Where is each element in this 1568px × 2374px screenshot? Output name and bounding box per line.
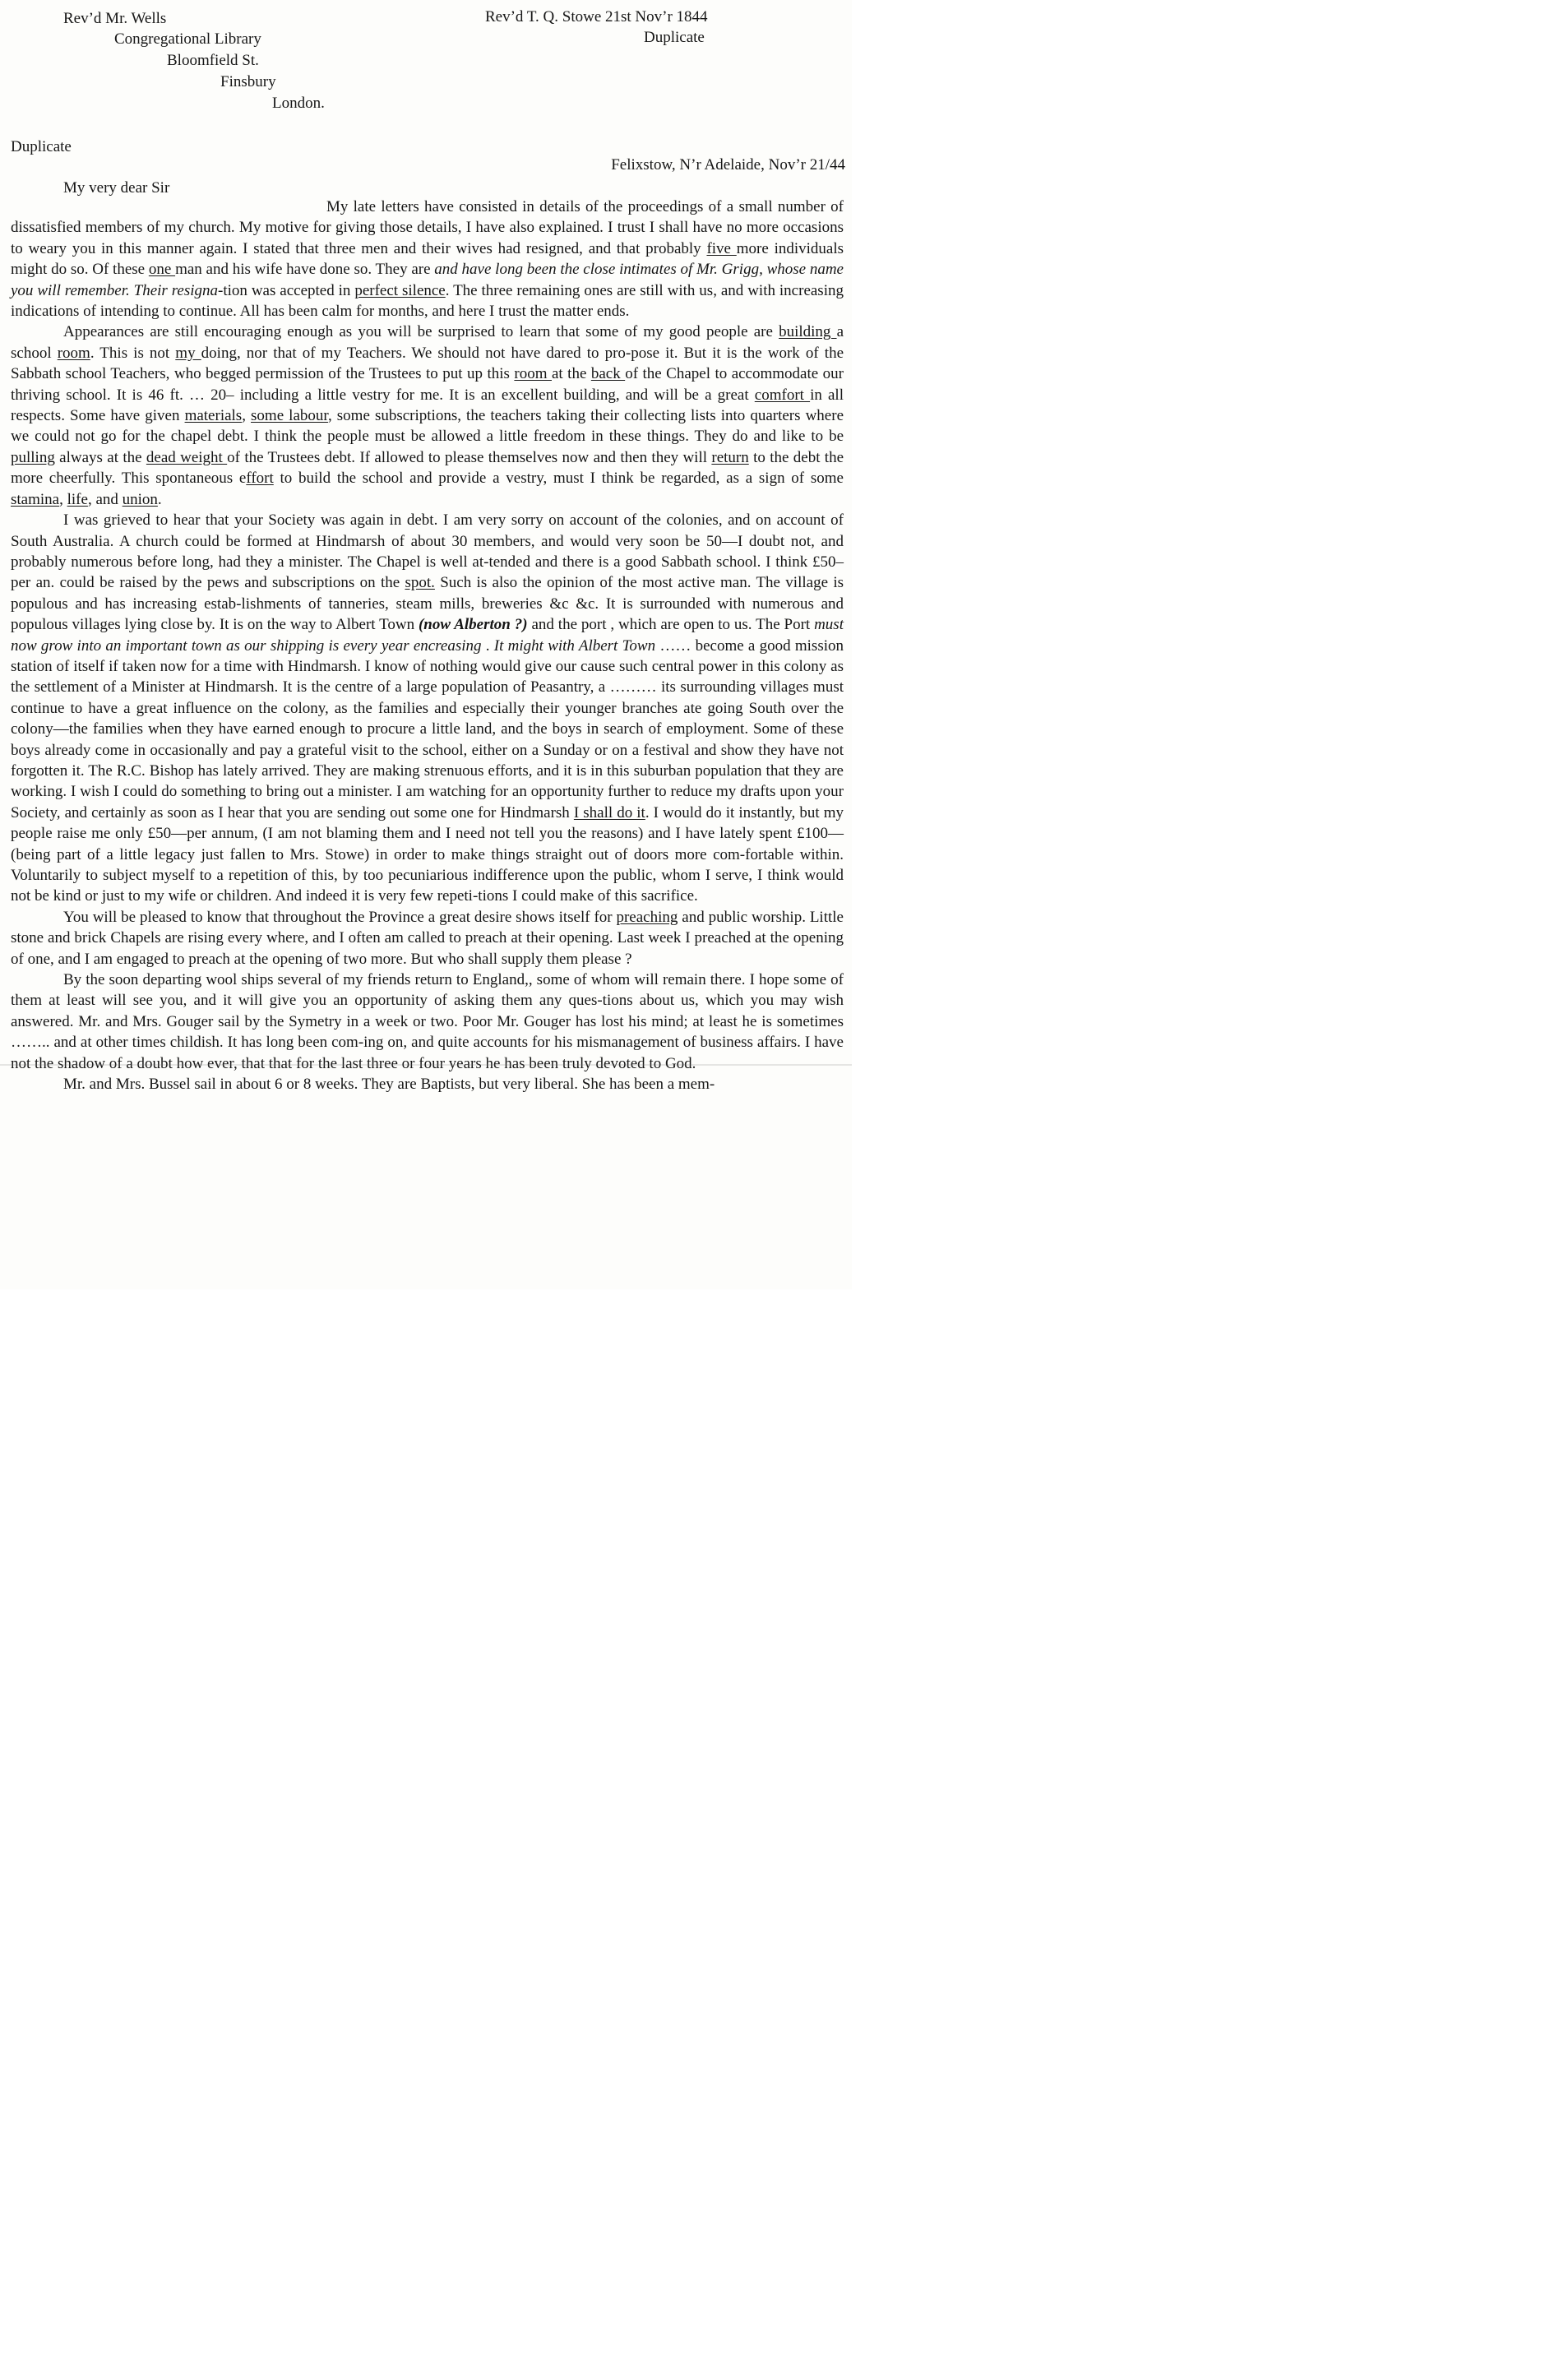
paragraph-text: a school — [11, 323, 844, 362]
paragraph-text: My late letters have consisted in details of the proceedings of a small number of dissatisfied members of my church. My motive for giving those details, I have also explained. I trust I shall have no more occasions to weary you in this manner again. I stated that three men and their wives had resigned, and that probably — [11, 198, 844, 257]
letter-paragraph — [11, 1074, 844, 1094]
paragraph-text: , — [59, 490, 67, 508]
underlined-text: preaching — [616, 908, 678, 926]
address-line-4: Finsbury — [220, 73, 276, 90]
underlined-text: back — [590, 365, 626, 383]
paragraph-text: in all respects. Some have given — [11, 386, 844, 425]
paragraph-text: to the debt the more cheerfully. This spontaneous e — [11, 448, 844, 488]
letter-paragraph — [11, 197, 844, 322]
paragraph-text: , and — [87, 490, 123, 508]
italic-text: must now grow into an important town as our shipping is every year encreasing — [11, 616, 844, 655]
paragraph-text: Such is also the opinion of the most active man. The village is populous and has increasing estab-lishments of tanneries, steam mills, breweries &c &c. It is surrounded with numerous and populous villages lying close by. It is on the way to Albert Town — [11, 574, 844, 634]
paragraph-text: You will be pleased to know that throughout the Province a great desire shows itself for — [63, 908, 617, 926]
paragraph-text: , some subscriptions, the teachers taking their collecting lists into quarters where we could not go for the chapel debt. I think the people must be allowed a little freedom in these things. They do and like to be — [11, 407, 844, 446]
paragraph-text: . I would do it instantly, but my people raise me only £50—per annum, (I am not blaming them and I need not tell you the reasons) and I have lately spent £100—(being part of a little legacy just fallen to Mrs. Stowe) in order to make things straight out of doors more com-fortable within. Voluntarily to subject myself to a repetition of this, by too pecuniarious indifference upon the public, whom I serve, I think would not be kind or just to my wife or children. And indeed it is very few repeti-tions I could make of this sacrifice. — [11, 803, 844, 905]
place-date: Felixstow, N’r Adelaide, Nov’r 21/44 — [611, 156, 845, 174]
underlined-text: spot. — [405, 574, 435, 592]
paper-crease — [0, 1064, 852, 1066]
underlined-text: materials — [184, 407, 243, 425]
paragraph-text: Appearances are still encouraging enough as you will be surprised to learn that some of my good people are — [63, 323, 779, 341]
underlined-text: stamina — [11, 490, 60, 508]
letter-paragraph — [11, 969, 844, 1074]
underlined-text: some labour — [251, 407, 328, 425]
underlined-text: union — [122, 490, 158, 508]
address-line-3: Bloomfield St. — [167, 52, 259, 69]
paragraph-text: tion was accepted in — [223, 281, 355, 299]
paragraph-text: of the Chapel to accommodate our thriving school. It is 46 ft. … 20– including a little vestry for me. It is an excellent building, and will be a great — [11, 365, 844, 404]
paragraph-text: and the port , which are open to us. The Port — [527, 616, 815, 634]
paragraph-text: . The three remaining ones are still with us, and with increasing indications of intending to continue. All has been calm for months, and here I trust the matter ends. — [11, 281, 844, 321]
underlined-text: one — [148, 261, 176, 279]
underlined-text: my — [175, 344, 201, 362]
underlined-text: room — [57, 344, 90, 362]
underlined-text: dead weight — [146, 448, 228, 466]
header-author-date: Rev’d T. Q. Stowe 21st Nov’r 1844 — [485, 8, 708, 25]
italic-text: It might with Albert Town — [493, 636, 656, 655]
paragraph-text: . This is not — [90, 344, 176, 362]
paragraph-text: to build the school and provide a vestry, must I think be regarded, as a sign of some — [273, 470, 844, 488]
underlined-text: five — [706, 239, 737, 257]
underlined-text: comfort — [754, 386, 811, 404]
paragraph-text: Mr. and Mrs. Bussel sail in about 6 or 8 weeks. They are Baptists, but very liberal. She has been a mem- — [63, 1076, 715, 1094]
underlined-text: room — [514, 365, 552, 383]
paragraph-text: man and his wife have done so. They are — [175, 261, 435, 279]
paragraph-text: By the soon departing wool ships several of my friends return to England,, some of whom will remain there. I hope some of them at least will see you, and it will give you an opportunity of asking them any ques-tions about us, which you may wish answered. Mr. and Mrs. Gouger sail by the Symetry in a week or two. Poor Mr. Gouger has lost his mind; at least he is sometimes …….. and at other times childish. It has long been com-ing on, and quite accounts for his mismanagement of business affairs. I have not the shadow of a doubt how ever, that that for the last three or four years he has been truly devoted to God. — [11, 971, 844, 1072]
paragraph-text: and public worship. Little stone and brick Chapels are rising every where, and I often am called to preach at their opening. Last week I preached at the opening of one, and I am engaged to preach at the opening of two more. But who shall supply them please ? — [11, 908, 844, 968]
paragraph-text: more individuals might do so. Of these — [11, 239, 844, 279]
letter-page — [0, 0, 852, 1289]
duplicate-label: Duplicate — [11, 138, 72, 155]
paragraph-text: I was grieved to hear that your Society was again in debt. I am very sorry on account of the colonies, and on account of South Australia. A church could be formed at Hindmarsh of about 30 members, and would very soon be 50—I doubt not, and probably numerous before long, had they a minister. The Chapel is well at-tended and there is a good Sabbath school. I think £50– per an. could be raised by the pews and subscriptions on the — [11, 511, 844, 592]
header-duplicate: Duplicate — [644, 29, 705, 46]
paragraph-text: …… become a good mission station of itself if taken now for a time with Hindmarsh. I know of nothing would give our cause such central power in this colony as the settlement of a Minister at Hindmarsh. It is the centre of a large population of Peasantry, a ……… its surrounding villages must continue to have a great influence on the colony, as the families and especially their younger branches ate going South over the colony—the families when they have earned enough to procure a little land, and the boys in search of employment. Some of these boys already come in occasionally and pay a grateful visit to the school, either on a Sunday or on a festival and show they have not forgotten it. The R.C. Bishop has lately arrived. They are making strenuous efforts, and it is in this suburban population that they are working. I wish I could do something to bring out a minister. I am watching for an opportunity further to reduce my drafts upon your Society, and certainly as soon as I hear that you are sending out some one for Hindmarsh — [11, 636, 844, 821]
paragraph-text: always at the — [54, 448, 146, 466]
letter-paragraph — [11, 510, 844, 907]
bold-italic-text: (now Alberton ?) — [418, 616, 528, 634]
paragraph-text: . — [157, 490, 162, 508]
letter-body — [11, 197, 844, 1094]
salutation: My very dear Sir — [63, 179, 170, 197]
paragraph-text: doing, nor that of my Teachers. We should not have dared to pro-pose it. But it is the work of the Sabbath school Teachers, who begged permission of the Trustees to put up this — [11, 344, 844, 383]
underlined-text: I shall do it — [573, 803, 645, 821]
letter-paragraph — [11, 907, 844, 969]
underlined-text: ffort — [246, 470, 274, 488]
paragraph-text: , — [242, 407, 252, 425]
underlined-text: life — [67, 490, 88, 508]
address-line-5: London. — [272, 95, 325, 112]
italic-text: and have long been the close intimates of Mr. Grigg, whose name you will remember. Their resigna- — [11, 261, 844, 299]
letter-paragraph — [11, 322, 844, 510]
address-line-2: Congregational Library — [114, 30, 261, 48]
paragraph-text: of the Trustees debt. If allowed to please themselves now and then they will — [227, 448, 712, 466]
address-line-1: Rev’d Mr. Wells — [63, 10, 167, 27]
paragraph-text: . — [481, 636, 494, 655]
paragraph-text: at the — [551, 365, 591, 383]
underlined-text: return — [711, 448, 749, 466]
underlined-text: perfect silence — [354, 281, 446, 299]
underlined-text: pulling — [11, 448, 55, 466]
underlined-text: building — [779, 323, 837, 341]
